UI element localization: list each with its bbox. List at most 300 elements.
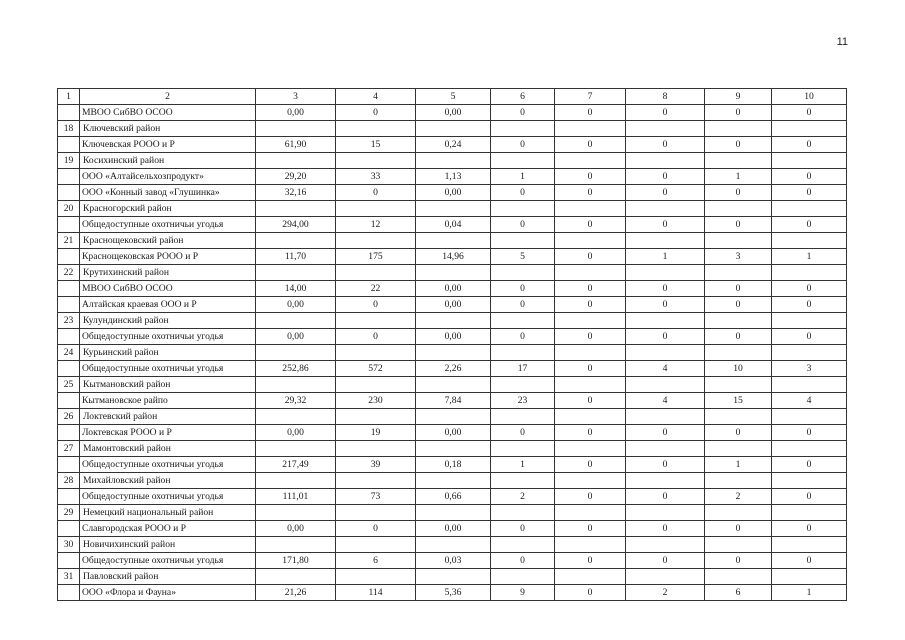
value-cell: 0 xyxy=(772,425,847,441)
empty-cell xyxy=(491,265,555,281)
value-cell: 0,00 xyxy=(416,329,491,345)
empty-cell xyxy=(416,537,491,553)
value-cell: 5 xyxy=(491,249,555,265)
value-cell: 61,90 xyxy=(256,137,336,153)
value-cell: 4 xyxy=(626,361,705,377)
empty-cell xyxy=(491,153,555,169)
region-name: Павловский район xyxy=(80,569,256,585)
empty-cell xyxy=(491,537,555,553)
organization-name: МВОО СибВО ОСОО xyxy=(80,105,256,121)
region-number: 24 xyxy=(58,345,80,361)
region-row xyxy=(58,313,847,329)
value-cell: 0 xyxy=(626,281,705,297)
empty-cell xyxy=(58,169,80,185)
value-cell: 0 xyxy=(772,521,847,537)
empty-cell xyxy=(555,121,626,137)
empty-cell xyxy=(772,313,847,329)
value-cell: 2 xyxy=(491,489,555,505)
region-number: 20 xyxy=(58,201,80,217)
column-header: 5 xyxy=(416,89,491,105)
empty-cell xyxy=(256,313,336,329)
value-cell: 0 xyxy=(555,521,626,537)
empty-cell xyxy=(555,441,626,457)
value-cell: 230 xyxy=(336,393,416,409)
empty-cell xyxy=(772,505,847,521)
organization-name: Общедоступные охотничьи угодья xyxy=(80,217,256,233)
region-name: Курьинский район xyxy=(80,345,256,361)
value-cell: 1 xyxy=(772,585,847,601)
value-cell: 0 xyxy=(555,217,626,233)
table-row xyxy=(58,553,847,569)
region-row xyxy=(58,345,847,361)
table-row xyxy=(58,489,847,505)
empty-cell xyxy=(256,505,336,521)
empty-cell xyxy=(336,345,416,361)
organization-name: Алтайская краевая ООО и Р xyxy=(80,297,256,313)
empty-cell xyxy=(705,153,772,169)
empty-cell xyxy=(555,313,626,329)
empty-cell xyxy=(256,537,336,553)
empty-cell xyxy=(336,569,416,585)
value-cell: 0 xyxy=(705,281,772,297)
empty-cell xyxy=(256,441,336,457)
value-cell: 0 xyxy=(626,169,705,185)
empty-cell xyxy=(705,537,772,553)
column-header: 9 xyxy=(705,89,772,105)
value-cell: 0,00 xyxy=(256,297,336,313)
empty-cell xyxy=(626,409,705,425)
region-row xyxy=(58,153,847,169)
value-cell: 0 xyxy=(705,425,772,441)
value-cell: 0 xyxy=(336,105,416,121)
region-row xyxy=(58,201,847,217)
empty-cell xyxy=(58,249,80,265)
empty-cell xyxy=(626,233,705,249)
table-row xyxy=(58,105,847,121)
value-cell: 0 xyxy=(555,329,626,345)
empty-cell xyxy=(58,553,80,569)
value-cell: 0 xyxy=(772,169,847,185)
table-row xyxy=(58,329,847,345)
value-cell: 0,66 xyxy=(416,489,491,505)
value-cell: 0 xyxy=(555,393,626,409)
region-name: Косихинский район xyxy=(80,153,256,169)
value-cell: 1 xyxy=(772,249,847,265)
empty-cell xyxy=(256,121,336,137)
empty-cell xyxy=(256,377,336,393)
value-cell: 0 xyxy=(772,185,847,201)
value-cell: 0 xyxy=(555,361,626,377)
empty-cell xyxy=(256,345,336,361)
empty-cell xyxy=(416,201,491,217)
value-cell: 0 xyxy=(555,553,626,569)
empty-cell xyxy=(416,345,491,361)
table-row xyxy=(58,137,847,153)
empty-cell xyxy=(58,297,80,313)
value-cell: 252,86 xyxy=(256,361,336,377)
region-row xyxy=(58,233,847,249)
organization-name: Кытмановское райпо xyxy=(80,393,256,409)
value-cell: 29,32 xyxy=(256,393,336,409)
organization-name: Локтевская РООО и Р xyxy=(80,425,256,441)
region-row xyxy=(58,409,847,425)
value-cell: 73 xyxy=(336,489,416,505)
column-header: 7 xyxy=(555,89,626,105)
empty-cell xyxy=(705,441,772,457)
value-cell: 0 xyxy=(772,553,847,569)
value-cell: 0 xyxy=(705,217,772,233)
value-cell: 0,00 xyxy=(256,521,336,537)
organization-name: Славгородская РООО и Р xyxy=(80,521,256,537)
empty-cell xyxy=(336,473,416,489)
value-cell: 0,00 xyxy=(416,281,491,297)
value-cell: 0 xyxy=(705,553,772,569)
table-body xyxy=(58,105,847,601)
table-row xyxy=(58,185,847,201)
value-cell: 29,20 xyxy=(256,169,336,185)
value-cell: 0 xyxy=(705,185,772,201)
value-cell: 0 xyxy=(772,457,847,473)
value-cell: 3 xyxy=(705,249,772,265)
organization-name: Общедоступные охотничьи угодья xyxy=(80,361,256,377)
organization-name: ООО «Флора и Фауна» xyxy=(80,585,256,601)
value-cell: 0,00 xyxy=(416,521,491,537)
empty-cell xyxy=(336,441,416,457)
table-header-row xyxy=(58,89,847,105)
empty-cell xyxy=(705,265,772,281)
empty-cell xyxy=(491,121,555,137)
value-cell: 15 xyxy=(705,393,772,409)
value-cell: 0 xyxy=(626,521,705,537)
empty-cell xyxy=(626,537,705,553)
empty-cell xyxy=(772,537,847,553)
value-cell: 0,00 xyxy=(256,425,336,441)
empty-cell xyxy=(416,441,491,457)
value-cell: 111,01 xyxy=(256,489,336,505)
empty-cell xyxy=(555,409,626,425)
region-name: Локтевский район xyxy=(80,409,256,425)
value-cell: 1 xyxy=(491,457,555,473)
empty-cell xyxy=(772,265,847,281)
organization-name: ООО «Конный завод «Глушинка» xyxy=(80,185,256,201)
value-cell: 0 xyxy=(626,553,705,569)
region-name: Новичихинский район xyxy=(80,537,256,553)
page-number: 11 xyxy=(836,36,848,48)
table-row xyxy=(58,425,847,441)
organization-name: Краснощековская РООО и Р xyxy=(80,249,256,265)
value-cell: 114 xyxy=(336,585,416,601)
value-cell: 3 xyxy=(772,361,847,377)
empty-cell xyxy=(336,265,416,281)
value-cell: 0 xyxy=(705,329,772,345)
empty-cell xyxy=(491,377,555,393)
empty-cell xyxy=(58,329,80,345)
table-row xyxy=(58,457,847,473)
empty-cell xyxy=(491,569,555,585)
empty-cell xyxy=(491,441,555,457)
value-cell: 0,00 xyxy=(416,105,491,121)
column-header: 10 xyxy=(772,89,847,105)
organization-name: МВОО СибВО ОСОО xyxy=(80,281,256,297)
empty-cell xyxy=(58,457,80,473)
value-cell: 217,49 xyxy=(256,457,336,473)
empty-cell xyxy=(772,121,847,137)
value-cell: 2 xyxy=(705,489,772,505)
column-header: 3 xyxy=(256,89,336,105)
value-cell: 22 xyxy=(336,281,416,297)
value-cell: 23 xyxy=(491,393,555,409)
column-header: 6 xyxy=(491,89,555,105)
value-cell: 17 xyxy=(491,361,555,377)
value-cell: 0 xyxy=(772,329,847,345)
value-cell: 0 xyxy=(626,217,705,233)
empty-cell xyxy=(555,153,626,169)
empty-cell xyxy=(336,153,416,169)
value-cell: 0 xyxy=(705,521,772,537)
value-cell: 171,80 xyxy=(256,553,336,569)
value-cell: 0 xyxy=(772,489,847,505)
value-cell: 11,70 xyxy=(256,249,336,265)
column-header: 1 xyxy=(58,89,80,105)
empty-cell xyxy=(772,153,847,169)
empty-cell xyxy=(491,409,555,425)
value-cell: 0 xyxy=(491,425,555,441)
value-cell: 0 xyxy=(772,105,847,121)
region-number: 18 xyxy=(58,121,80,137)
empty-cell xyxy=(416,121,491,137)
value-cell: 0 xyxy=(491,137,555,153)
empty-cell xyxy=(336,537,416,553)
value-cell: 15 xyxy=(336,137,416,153)
region-number: 22 xyxy=(58,265,80,281)
value-cell: 0 xyxy=(491,185,555,201)
value-cell: 0 xyxy=(626,425,705,441)
empty-cell xyxy=(256,265,336,281)
table-row xyxy=(58,521,847,537)
table-row xyxy=(58,281,847,297)
empty-cell xyxy=(626,505,705,521)
empty-cell xyxy=(555,505,626,521)
region-row xyxy=(58,265,847,281)
value-cell: 0,00 xyxy=(416,297,491,313)
empty-cell xyxy=(491,473,555,489)
value-cell: 0 xyxy=(555,105,626,121)
value-cell: 0 xyxy=(555,169,626,185)
empty-cell xyxy=(336,121,416,137)
value-cell: 0 xyxy=(555,249,626,265)
empty-cell xyxy=(256,201,336,217)
empty-cell xyxy=(772,441,847,457)
empty-cell xyxy=(626,201,705,217)
empty-cell xyxy=(416,265,491,281)
table-row xyxy=(58,585,847,601)
empty-cell xyxy=(58,521,80,537)
region-row xyxy=(58,569,847,585)
empty-cell xyxy=(491,201,555,217)
empty-cell xyxy=(336,377,416,393)
region-number: 30 xyxy=(58,537,80,553)
value-cell: 0 xyxy=(705,297,772,313)
empty-cell xyxy=(626,377,705,393)
value-cell: 0 xyxy=(491,521,555,537)
empty-cell xyxy=(336,505,416,521)
value-cell: 0 xyxy=(772,297,847,313)
empty-cell xyxy=(555,233,626,249)
empty-cell xyxy=(416,313,491,329)
value-cell: 1 xyxy=(626,249,705,265)
empty-cell xyxy=(336,313,416,329)
value-cell: 0 xyxy=(705,137,772,153)
empty-cell xyxy=(58,137,80,153)
value-cell: 39 xyxy=(336,457,416,473)
value-cell: 0 xyxy=(491,281,555,297)
region-number: 26 xyxy=(58,409,80,425)
empty-cell xyxy=(626,569,705,585)
value-cell: 0 xyxy=(772,281,847,297)
region-name: Немецкий национальный район xyxy=(80,505,256,521)
empty-cell xyxy=(416,505,491,521)
value-cell: 572 xyxy=(336,361,416,377)
empty-cell xyxy=(705,201,772,217)
region-row xyxy=(58,121,847,137)
region-row xyxy=(58,505,847,521)
empty-cell xyxy=(58,281,80,297)
value-cell: 0 xyxy=(491,217,555,233)
value-cell: 0 xyxy=(491,329,555,345)
region-row xyxy=(58,441,847,457)
value-cell: 14,00 xyxy=(256,281,336,297)
empty-cell xyxy=(491,505,555,521)
empty-cell xyxy=(336,233,416,249)
value-cell: 0 xyxy=(626,137,705,153)
value-cell: 0 xyxy=(336,297,416,313)
column-header: 8 xyxy=(626,89,705,105)
empty-cell xyxy=(705,121,772,137)
empty-cell xyxy=(416,409,491,425)
region-row xyxy=(58,537,847,553)
value-cell: 0 xyxy=(555,185,626,201)
region-name: Михайловский район xyxy=(80,473,256,489)
value-cell: 0 xyxy=(772,137,847,153)
empty-cell xyxy=(772,473,847,489)
value-cell: 32,16 xyxy=(256,185,336,201)
empty-cell xyxy=(336,201,416,217)
empty-cell xyxy=(256,569,336,585)
value-cell: 21,26 xyxy=(256,585,336,601)
empty-cell xyxy=(705,409,772,425)
value-cell: 2 xyxy=(626,585,705,601)
empty-cell xyxy=(58,361,80,377)
value-cell: 6 xyxy=(705,585,772,601)
empty-cell xyxy=(705,505,772,521)
value-cell: 0 xyxy=(491,297,555,313)
empty-cell xyxy=(256,473,336,489)
value-cell: 7,84 xyxy=(416,393,491,409)
region-name: Кытмановский район xyxy=(80,377,256,393)
table-row xyxy=(58,393,847,409)
organization-name: Общедоступные охотничьи угодья xyxy=(80,489,256,505)
value-cell: 0 xyxy=(555,457,626,473)
value-cell: 0 xyxy=(626,105,705,121)
empty-cell xyxy=(705,473,772,489)
region-name: Краснощековский район xyxy=(80,233,256,249)
empty-cell xyxy=(626,313,705,329)
empty-cell xyxy=(772,377,847,393)
empty-cell xyxy=(705,345,772,361)
value-cell: 294,00 xyxy=(256,217,336,233)
value-cell: 14,96 xyxy=(416,249,491,265)
value-cell: 0,03 xyxy=(416,553,491,569)
empty-cell xyxy=(705,313,772,329)
empty-cell xyxy=(772,201,847,217)
value-cell: 0 xyxy=(555,425,626,441)
region-number: 23 xyxy=(58,313,80,329)
empty-cell xyxy=(58,217,80,233)
value-cell: 10 xyxy=(705,361,772,377)
region-name: Кулундинский район xyxy=(80,313,256,329)
value-cell: 0 xyxy=(626,329,705,345)
empty-cell xyxy=(491,345,555,361)
empty-cell xyxy=(772,569,847,585)
value-cell: 4 xyxy=(772,393,847,409)
empty-cell xyxy=(416,377,491,393)
column-header: 4 xyxy=(336,89,416,105)
empty-cell xyxy=(555,265,626,281)
column-header: 2 xyxy=(80,89,256,105)
organization-name: Общедоступные охотничьи угодья xyxy=(80,553,256,569)
value-cell: 5,36 xyxy=(416,585,491,601)
value-cell: 0,18 xyxy=(416,457,491,473)
value-cell: 6 xyxy=(336,553,416,569)
value-cell: 0 xyxy=(336,185,416,201)
region-row xyxy=(58,377,847,393)
empty-cell xyxy=(555,473,626,489)
value-cell: 4 xyxy=(626,393,705,409)
empty-cell xyxy=(626,441,705,457)
value-cell: 9 xyxy=(491,585,555,601)
value-cell: 0,04 xyxy=(416,217,491,233)
value-cell: 0,00 xyxy=(416,425,491,441)
empty-cell xyxy=(626,345,705,361)
empty-cell xyxy=(416,569,491,585)
empty-cell xyxy=(705,233,772,249)
table-row xyxy=(58,217,847,233)
value-cell: 0 xyxy=(626,185,705,201)
empty-cell xyxy=(416,233,491,249)
table-row xyxy=(58,297,847,313)
empty-cell xyxy=(58,425,80,441)
empty-cell xyxy=(705,569,772,585)
empty-cell xyxy=(555,537,626,553)
table-row xyxy=(58,169,847,185)
empty-cell xyxy=(555,345,626,361)
value-cell: 0 xyxy=(705,105,772,121)
value-cell: 0 xyxy=(555,585,626,601)
region-name: Крутихинский район xyxy=(80,265,256,281)
region-number: 28 xyxy=(58,473,80,489)
region-row xyxy=(58,473,847,489)
value-cell: 0,00 xyxy=(256,329,336,345)
table-row xyxy=(58,249,847,265)
value-cell: 1 xyxy=(705,169,772,185)
organization-name: Общедоступные охотничьи угодья xyxy=(80,457,256,473)
value-cell: 0 xyxy=(626,489,705,505)
hunting-grounds-table xyxy=(57,88,847,601)
value-cell: 0 xyxy=(336,521,416,537)
region-name: Ключевский район xyxy=(80,121,256,137)
value-cell: 0 xyxy=(626,457,705,473)
region-number: 21 xyxy=(58,233,80,249)
